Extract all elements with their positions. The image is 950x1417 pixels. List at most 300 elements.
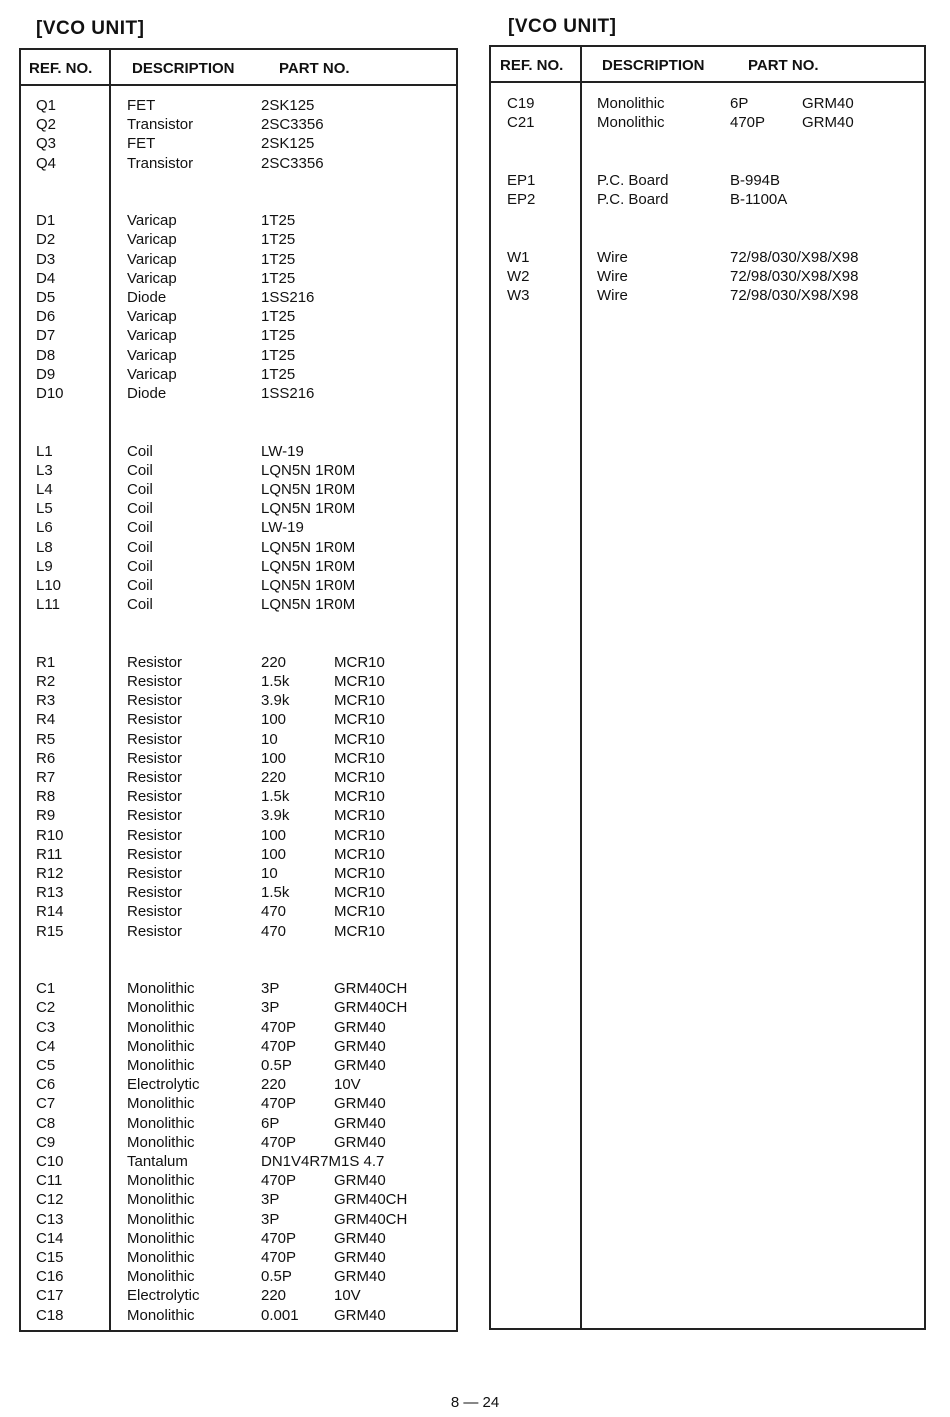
part-spec-cell: MCR10: [334, 903, 385, 921]
ref-no-cell: Q1: [36, 97, 57, 114]
part-spec-cell: MCR10: [334, 692, 385, 710]
table-row: [491, 267, 924, 286]
ref-no-cell: C5: [36, 1057, 56, 1074]
table-row: [21, 326, 456, 345]
part-spec-cell: MCR10: [334, 845, 385, 863]
part-no-cell: LQN5N 1R0M: [261, 577, 356, 594]
ref-no-cell: C16: [36, 1268, 64, 1286]
description-cell: Varicap: [127, 250, 177, 268]
part-no-cell: 3P: [261, 1210, 280, 1228]
ref-no-cell: L6: [36, 519, 53, 537]
ref-no-cell: C12: [36, 1191, 64, 1209]
part-spec-cell: GRM40: [802, 114, 854, 132]
part-no-cell: LQN5N 1R0M: [261, 500, 356, 518]
part-no-cell: 72/98/030/X98/X98: [730, 267, 859, 285]
right-table-header: [491, 47, 924, 83]
part-spec-cell: GRM40: [802, 95, 854, 112]
part-no-cell: 72/98/030/X98/X98: [730, 248, 859, 266]
table-row: [21, 115, 456, 134]
description-cell: Coil: [127, 442, 153, 460]
part-no-cell: 2SC3356: [261, 116, 324, 134]
part-no-cell: 220: [261, 769, 287, 786]
part-no-cell: 1T25: [261, 365, 296, 383]
ref-no-cell: R11: [36, 845, 63, 863]
part-no-header: PART NO.: [279, 60, 350, 77]
part-spec-cell: GRM40CH: [334, 1191, 408, 1209]
description-cell: Resistor: [127, 769, 183, 786]
description-cell: Electrolytic: [127, 1287, 200, 1305]
table-row: [21, 230, 456, 249]
part-no-cell: 3.9k: [261, 807, 290, 825]
part-spec-cell: MCR10: [334, 730, 385, 748]
part-no-cell: 220: [261, 653, 287, 671]
part-no-cell: 470P: [261, 1133, 297, 1151]
table-row: [21, 346, 456, 365]
table-row: [21, 250, 456, 269]
ref-no-cell: R1: [36, 653, 56, 671]
table-row: [491, 248, 924, 267]
part-no-cell: 1T25: [261, 308, 296, 326]
ref-no-cell: C6: [36, 1076, 56, 1094]
part-no-cell: B-994B: [730, 171, 781, 189]
part-spec-cell: GRM40: [334, 1018, 386, 1036]
ref-no-cell: C19: [507, 95, 535, 112]
part-no-cell: B-1100A: [730, 191, 788, 208]
ref-no-cell: C17: [36, 1287, 64, 1305]
ref-no-cell: R6: [36, 749, 56, 767]
part-no-cell: LW-19: [261, 519, 304, 537]
part-no-cell: 1T25: [261, 212, 296, 230]
description-cell: Coil: [127, 577, 153, 594]
description-cell: Monolithic: [127, 1095, 195, 1113]
table-row: [21, 538, 456, 557]
ref-no-cell: L11: [36, 596, 60, 614]
table-row: [21, 1190, 456, 1209]
description-header: DESCRIPTION: [132, 60, 235, 77]
ref-no-cell: L1: [36, 442, 53, 460]
part-spec-cell: GRM40CH: [334, 999, 408, 1017]
part-no-cell: LW-19: [261, 442, 304, 460]
description-cell: Resistor: [127, 653, 183, 671]
description-cell: Electrolytic: [127, 1076, 200, 1094]
part-no-cell: 220: [261, 1076, 287, 1094]
part-no-cell: LQN5N 1R0M: [261, 596, 356, 614]
ref-no-cell: L5: [36, 500, 53, 518]
table-row: [21, 806, 456, 825]
ref-no-cell: D9: [36, 365, 56, 383]
part-no-cell: LQN5N 1R0M: [261, 481, 356, 498]
description-cell: Varicap: [127, 269, 177, 287]
description-cell: Monolithic: [127, 1133, 195, 1151]
ref-no-cell: D3: [36, 250, 56, 268]
table-row: [21, 269, 456, 288]
description-cell: Coil: [127, 538, 153, 556]
ref-no-cell: R13: [36, 884, 64, 902]
table-row: [21, 672, 456, 691]
ref-no-cell: W1: [507, 248, 530, 266]
description-cell: Varicap: [127, 308, 177, 326]
ref-no-cell: C1: [36, 980, 56, 998]
ref-no-cell: R9: [36, 807, 56, 825]
ref-no-cell: EP2: [507, 191, 536, 208]
part-spec-cell: GRM40CH: [334, 980, 408, 998]
table-row: [21, 576, 456, 595]
ref-no-header: REF. NO.: [29, 60, 93, 77]
part-no-cell: 6P: [730, 95, 749, 112]
description-cell: Monolithic: [127, 1210, 195, 1228]
description-cell: Monolithic: [597, 95, 665, 112]
table-row: [21, 1152, 456, 1171]
table-row: [21, 384, 456, 403]
description-cell: Varicap: [127, 327, 177, 345]
part-no-cell: 1T25: [261, 250, 296, 268]
part-no-cell: 3.9k: [261, 692, 290, 710]
description-cell: Varicap: [127, 231, 177, 249]
description-cell: Resistor: [127, 884, 183, 902]
description-cell: Resistor: [127, 922, 183, 940]
part-no-cell: 470P: [261, 1037, 297, 1055]
description-cell: Resistor: [127, 692, 183, 710]
part-no-cell: 470P: [730, 114, 766, 132]
description-cell: Monolithic: [597, 114, 665, 132]
part-spec-cell: GRM40: [334, 1133, 386, 1151]
ref-no-cell: C13: [36, 1210, 64, 1228]
ref-no-cell: R12: [36, 865, 64, 882]
part-no-cell: 470P: [261, 1172, 297, 1190]
table-row: [21, 480, 456, 499]
ref-no-cell: D10: [36, 385, 64, 402]
part-spec-cell: GRM40: [334, 1095, 386, 1113]
part-no-cell: 6P: [261, 1114, 280, 1132]
table-row: [21, 1094, 456, 1113]
left-parts-table: [19, 48, 458, 1332]
right-column-divider: [580, 47, 582, 1328]
table-row: [21, 518, 456, 537]
ref-no-cell: C18: [36, 1306, 64, 1324]
description-cell: Monolithic: [127, 1172, 195, 1190]
table-row: [21, 96, 456, 115]
part-spec-cell: GRM40CH: [334, 1210, 408, 1228]
part-no-cell: 100: [261, 749, 287, 767]
ref-no-cell: C9: [36, 1133, 56, 1151]
description-cell: Diode: [127, 385, 167, 402]
description-cell: Coil: [127, 461, 153, 479]
table-row: [21, 1056, 456, 1075]
ref-no-cell: C15: [36, 1249, 64, 1266]
description-cell: Monolithic: [127, 1306, 195, 1324]
description-cell: Monolithic: [127, 999, 195, 1017]
table-row: [21, 653, 456, 672]
part-spec-cell: GRM40: [334, 1268, 386, 1286]
part-no-cell: 100: [261, 826, 287, 844]
description-cell: Resistor: [127, 749, 183, 767]
part-no-cell: 2SK125: [261, 97, 315, 114]
table-row: [21, 461, 456, 480]
part-spec-cell: MCR10: [334, 826, 385, 844]
table-row: [21, 134, 456, 153]
part-spec-cell: GRM40: [334, 1114, 386, 1132]
description-cell: Resistor: [127, 865, 183, 882]
part-no-cell: 470P: [261, 1095, 297, 1113]
table-row: [491, 190, 924, 209]
table-row: [21, 864, 456, 883]
description-header: DESCRIPTION: [602, 57, 705, 74]
description-cell: Varicap: [127, 212, 177, 230]
table-row: [21, 154, 456, 173]
ref-no-cell: R10: [36, 826, 64, 844]
part-no-cell: LQN5N 1R0M: [261, 557, 356, 575]
part-no-cell: 10: [261, 865, 278, 882]
table-row: [21, 768, 456, 787]
description-cell: FET: [127, 97, 156, 114]
description-cell: Varicap: [127, 346, 177, 364]
part-no-cell: 1.5k: [261, 673, 290, 690]
table-row: [21, 1114, 456, 1133]
ref-no-cell: C21: [507, 114, 535, 132]
table-row: [21, 922, 456, 941]
part-no-cell: 100: [261, 711, 287, 729]
part-spec-cell: MCR10: [334, 769, 385, 786]
ref-no-cell: C7: [36, 1095, 56, 1113]
description-cell: Varicap: [127, 365, 177, 383]
description-cell: Resistor: [127, 903, 183, 921]
description-cell: Monolithic: [127, 1268, 195, 1286]
part-no-cell: 3P: [261, 980, 280, 998]
description-cell: Monolithic: [127, 1191, 195, 1209]
table-row: [491, 113, 924, 132]
part-no-cell: 0.5P: [261, 1268, 292, 1286]
description-cell: Monolithic: [127, 980, 195, 998]
ref-no-cell: L8: [36, 538, 53, 556]
description-cell: Coil: [127, 557, 153, 575]
description-cell: Coil: [127, 519, 153, 537]
right-section-title: [VCO UNIT]: [508, 16, 617, 37]
part-no-cell: 10: [261, 730, 278, 748]
ref-no-cell: R8: [36, 788, 56, 806]
ref-no-cell: L10: [36, 577, 62, 594]
table-row: [21, 1037, 456, 1056]
table-row: [21, 730, 456, 749]
table-row: [21, 710, 456, 729]
part-spec-cell: MCR10: [334, 673, 385, 690]
ref-no-cell: Q3: [36, 135, 57, 153]
ref-no-cell: C14: [36, 1229, 64, 1247]
part-spec-cell: GRM40: [334, 1229, 386, 1247]
ref-no-cell: C2: [36, 999, 56, 1017]
table-row: [21, 749, 456, 768]
part-no-cell: LQN5N 1R0M: [261, 461, 356, 479]
part-no-cell: 1T25: [261, 269, 296, 287]
table-row: [21, 1210, 456, 1229]
description-cell: Resistor: [127, 673, 183, 690]
table-row: [491, 94, 924, 113]
table-row: [21, 845, 456, 864]
table-row: [21, 998, 456, 1017]
description-cell: P.C. Board: [597, 171, 669, 189]
part-spec-cell: GRM40: [334, 1037, 386, 1055]
ref-no-cell: W2: [507, 267, 530, 285]
description-cell: FET: [127, 135, 156, 153]
part-spec-cell: MCR10: [334, 884, 385, 902]
part-spec-cell: GRM40: [334, 1306, 386, 1324]
table-row: [21, 691, 456, 710]
description-cell: P.C. Board: [597, 191, 669, 208]
ref-no-cell: L9: [36, 557, 53, 575]
ref-no-cell: D8: [36, 346, 56, 364]
part-no-cell: 1T25: [261, 231, 296, 249]
table-row: [21, 787, 456, 806]
table-row: [21, 1286, 456, 1305]
part-no-cell: 3P: [261, 999, 280, 1017]
table-row: [21, 211, 456, 230]
part-spec-cell: MCR10: [334, 788, 385, 806]
part-no-cell: 72/98/030/X98/X98: [730, 287, 859, 304]
part-spec-cell: GRM40: [334, 1249, 386, 1266]
description-cell: Resistor: [127, 826, 183, 844]
ref-no-header: REF. NO.: [500, 57, 564, 74]
ref-no-cell: R3: [36, 692, 56, 710]
description-cell: Monolithic: [127, 1114, 195, 1132]
part-no-cell: 1.5k: [261, 884, 290, 902]
ref-no-cell: D6: [36, 308, 56, 326]
description-cell: Tantalum: [127, 1153, 188, 1170]
description-cell: Coil: [127, 596, 153, 614]
ref-no-cell: Q2: [36, 116, 57, 134]
part-no-header: PART NO.: [748, 57, 819, 74]
part-spec-cell: 10V: [334, 1076, 361, 1094]
description-cell: Resistor: [127, 788, 183, 806]
part-spec-cell: MCR10: [334, 865, 385, 882]
ref-no-cell: D4: [36, 269, 56, 287]
table-row: [21, 1171, 456, 1190]
left-section-title: [VCO UNIT]: [36, 18, 145, 39]
ref-no-cell: C3: [36, 1018, 56, 1036]
ref-no-cell: R14: [36, 903, 64, 921]
table-row: [21, 1229, 456, 1248]
table-row: [21, 1133, 456, 1152]
table-row: [21, 1018, 456, 1037]
table-row: [21, 1248, 456, 1267]
ref-no-cell: R5: [36, 730, 56, 748]
ref-no-cell: C8: [36, 1114, 56, 1132]
part-no-cell: 470P: [261, 1249, 297, 1266]
ref-no-cell: R4: [36, 711, 56, 729]
ref-no-cell: Q4: [36, 154, 57, 172]
table-row: [21, 499, 456, 518]
part-no-cell: 2SC3356: [261, 154, 324, 172]
description-cell: Coil: [127, 481, 153, 498]
description-cell: Monolithic: [127, 1057, 195, 1074]
part-no-cell: 1.5k: [261, 788, 290, 806]
description-cell: Transistor: [127, 116, 194, 134]
description-cell: Monolithic: [127, 1018, 195, 1036]
description-cell: Transistor: [127, 154, 194, 172]
ref-no-cell: R2: [36, 673, 56, 690]
description-cell: Wire: [597, 267, 628, 285]
description-cell: Resistor: [127, 711, 183, 729]
part-no-cell: 0.001: [261, 1306, 299, 1324]
right-parts-table: [489, 45, 926, 1330]
page-number: 8 — 24: [450, 1394, 500, 1411]
ref-no-cell: D7: [36, 327, 56, 345]
part-spec-cell: MCR10: [334, 807, 385, 825]
table-row: [21, 365, 456, 384]
table-row: [21, 307, 456, 326]
part-no-cell: 1T25: [261, 346, 296, 364]
description-cell: Resistor: [127, 807, 183, 825]
ref-no-cell: L3: [36, 461, 53, 479]
ref-no-cell: D2: [36, 231, 56, 249]
description-cell: Resistor: [127, 730, 183, 748]
ref-no-cell: R15: [36, 922, 64, 940]
part-no-cell: 470P: [261, 1229, 297, 1247]
part-no-cell: 1T25: [261, 327, 296, 345]
ref-no-cell: W3: [507, 287, 530, 304]
table-row: [21, 883, 456, 902]
table-row: [21, 442, 456, 461]
table-row: [491, 286, 924, 305]
part-no-cell: 2SK125: [261, 135, 315, 153]
table-row: [21, 595, 456, 614]
part-no-cell: DN1V4R7M1S 4.7: [261, 1153, 385, 1170]
part-no-cell: 220: [261, 1287, 287, 1305]
table-row: [491, 171, 924, 190]
table-row: [21, 1306, 456, 1325]
part-no-cell: 3P: [261, 1191, 280, 1209]
part-spec-cell: MCR10: [334, 749, 385, 767]
ref-no-cell: R7: [36, 769, 56, 786]
part-no-cell: 470: [261, 903, 287, 921]
table-row: [21, 1075, 456, 1094]
description-cell: Wire: [597, 248, 628, 266]
part-no-cell: 1SS216: [261, 385, 315, 402]
part-spec-cell: MCR10: [334, 653, 385, 671]
part-spec-cell: MCR10: [334, 711, 385, 729]
ref-no-cell: D5: [36, 289, 56, 306]
part-spec-cell: GRM40: [334, 1172, 386, 1190]
description-cell: Wire: [597, 287, 628, 304]
table-row: [21, 557, 456, 576]
ref-no-cell: D1: [36, 212, 56, 230]
description-cell: Coil: [127, 500, 153, 518]
description-cell: Monolithic: [127, 1037, 195, 1055]
part-no-cell: LQN5N 1R0M: [261, 538, 356, 556]
table-row: [21, 902, 456, 921]
part-no-cell: 0.5P: [261, 1057, 292, 1074]
ref-no-cell: C10: [36, 1153, 64, 1170]
table-row: [21, 288, 456, 307]
part-no-cell: 470: [261, 922, 287, 940]
ref-no-cell: C4: [36, 1037, 56, 1055]
part-no-cell: 1SS216: [261, 289, 315, 306]
part-spec-cell: GRM40: [334, 1057, 386, 1074]
table-row: [21, 979, 456, 998]
part-spec-cell: MCR10: [334, 922, 385, 940]
description-cell: Resistor: [127, 845, 183, 863]
left-table-header: [21, 50, 456, 86]
description-cell: Monolithic: [127, 1249, 195, 1266]
part-spec-cell: 10V: [334, 1287, 361, 1305]
description-cell: Monolithic: [127, 1229, 195, 1247]
ref-no-cell: C11: [36, 1172, 63, 1190]
table-row: [21, 1267, 456, 1286]
part-no-cell: 100: [261, 845, 287, 863]
table-row: [21, 826, 456, 845]
description-cell: Diode: [127, 289, 167, 306]
ref-no-cell: L4: [36, 481, 53, 498]
ref-no-cell: EP1: [507, 171, 536, 189]
part-no-cell: 470P: [261, 1018, 297, 1036]
